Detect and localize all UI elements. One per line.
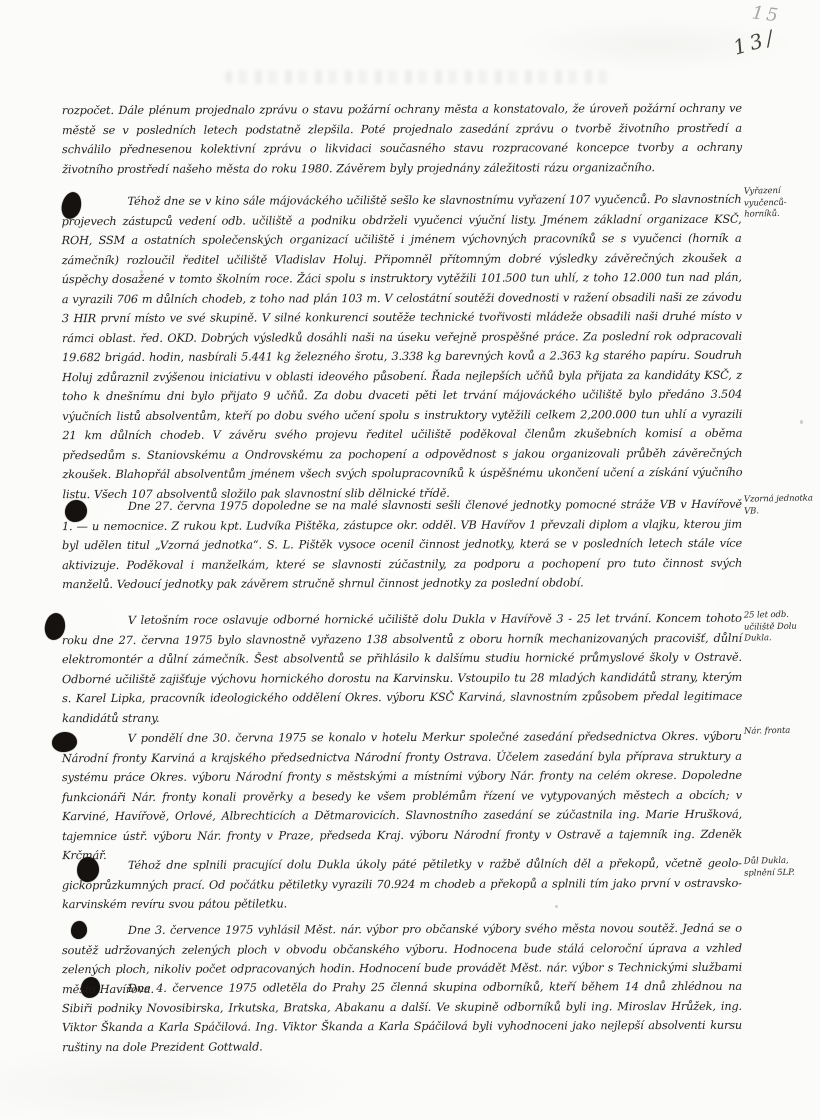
- margin-note-graduation: Vyřazení vyučenců-horníků.: [743, 185, 787, 220]
- margin-note-dukla-school: 25 let odb. učiliště Dolu Dukla.: [743, 609, 797, 644]
- page-number-ink: 13/: [730, 24, 780, 60]
- paragraph-five-year-plan-fulfilled: Téhož dne splnili pracující dolu Dukla úkoly páté pětiletky v ražbě důlních děl a překopů, včetně geologickoprůzkumných prací. Od počátku pětiletky vyrazili 70.924 m chodeb a překopů a splnili tím jako první v ostravskokarvinském revíru svou pátou pětiletku.: [61, 856, 743, 912]
- margin-note-five-year-plan: Důl Dukla, splnění 5LP.: [743, 855, 795, 879]
- paragraph-national-front-meeting: V pondělí dne 30. června 1975 se konalo v hotelu Merkur společné zasedání předsednictva Okres. výboru Národní fronty Karviná a krajského předsednictva Národní fronty Ostrava. Účelem zasedání byla příprava struktury a systému práce Okres. výboru Národní fronty s městskými a místními výbory Nár. fronty na celém okrese. Dopoledne funkcionáři Nár. fronty konali prověrky a besedy ke všem problémům řízení ve vytypovaných městech a obcích; v Karviné, Havířově, Orlové, Albrechticích a Dětmarovicích. Slavnostního zasedání se zúčastnila ing. Marie Hrušková, tajemnice ústř. výboru Nár. fronty v Praze, předseda Kraj. výboru Národní fronty v Ostravě a tajemník ing. Zdeněk Krčmář.: [61, 729, 743, 863]
- ink-bleed-through: [225, 70, 615, 84]
- paragraph-siberia-delegation: Dne 4. července 1975 odletěla do Prahy 25 členná skupina odborníků, kteří během 14 dnů zhlédnou na Sibiři podniky Novosibirska, Irkutska, Bratska, Abakanu a další. Ve skupině odborníků byli ing. Miroslav Hrůžek, ing. Viktor Škanda a Karla Spáčilová. Ing. Viktor Škanda a Karla Spáčilová byli vyhodnoceni jako nejlepší absolventi kursu ruštiny na dole Prezident Gottwald.: [61, 979, 743, 1054]
- paragraph-green-areas-contest: Dne 3. července 1975 vyhlásil Měst. nár. výbor pro občanské výbory svého města novou soutěž. Jedná se o soutěž udržovaných zelených ploch v obvodu občanského výboru. Hodnocena bude stálá celoroční úprava a vzhled zelených ploch, nikoliv počet odpracovaných hodin. Hodnocení bude provádět Měst. nár. výbor s Technickými službami města Havířova.: [61, 921, 743, 996]
- paragraph-dukla-school-anniversary: V letošním roce oslavuje odborné hornické učiliště dolu Dukla v Havířově 3 - 25 let trvání. Koncem tohoto roku dne 27. června 1975 bylo slavnostně vyřazeno 138 absolventů z oboru horník mechanizovaných pracovišť, důlní elektromontér a důlní zámečník. Šest absolventů se přihlásilo k dalšímu studiu hornické průmyslové školy v Ostravě. Odborné učiliště zajišťuje výchovu hornického dorostu na Karvinsku. Vstoupilo tu 28 mladých kandidátů strany, kterým s. Karel Lipka, pracovník ideologického oddělení Okres. výboru KSČ Karviná, slavnostním způsobem předal legitimace kandidátů strany.: [61, 611, 743, 725]
- paragraph-apprentice-graduation: Téhož dne se v kino sále májováckého učiliště sešlo ke slavnostnímu vyřazení 107 vyučenců. Po slavnostních projevech zástupců vedení odb. učiliště a podniku obdrželi vyučenci výuční listy. Jménem základní organizace KSČ, ROH, SSM a ostatních společenských organizací učiliště i jménem výchovných pracovníků se s vyučenci (horník a zámečník) rozloučil ředitel učiliště Vladislav Holuj. Připomněl přítomným dobré výsledky závěrečných zkoušek a úspěchy dosažené v tomto školním roce. Žáci spolu s instruktory vytěžili 101.500 tun uhlí, z toho 12.000 tun nad plán, a vyrazili 706 m důlních chodeb, z toho nad plán 103 m. V celostátní soutěži dovednosti v ražení obsadili naši ze závodu 3 HIR první místo ve své skupině. V silné konkurenci soutěže technické tvořivosti mládeže obsadili naši druhé místo v rámci oblast. řed. OKD. Dobrých výsledků dosáhli naši na úseku veřejně prospěšné práce. Za poslední rok odpracovali 19.682 brigád. hodin, nasbírali 5.441 kg železného šrotu, 3.338 kg barevných kovů a 2.363 kg starého papíru. Soudruh Holuj zdůraznil zvýšenou iniciativu v oblasti ideového působení. Řada nejlepších učňů byla přijata za kandidáty KSČ, z toho k dnešnímu dni bylo přijato 9 učňů. Za dobu dvaceti pěti let trvání májováckého učiliště bylo předáno 3.504 výučních listů absolventům, kteří po dobu svého učení spolu s instruktory vytěžili celkem 2,200.000 tun uhlí a vyrazili 21 km důlních chodeb. V závěru svého projevu ředitel učiliště poděkoval členům zkušebních komisí a oběma předsedům s. Staniovskému a Ondrovskému za pochopení a odpovědnost s jakou organizovali průběh závěrečných zkoušek. Blahopřál absolventům jménem všech svých spolupracovníků k úspěšnému ukončení učení a získání výučního listu. Všech 107 absolventů složilo pak slavnostní slib dělnické třídě.: [61, 192, 743, 501]
- margin-note-national-front: Nár. fronta: [743, 725, 791, 737]
- paragraph-vb-unit-award: Dne 27. června 1975 dopoledne se na malé slavnosti sešli členové jednotky pomocné stráže VB v Havířově 1. — u nemocnice. Z rukou kpt. Ludvíka Pištěka, zástupce okr. odděl. VB Havířov 1 převzali diplom a vlajku, kterou jim byl udělen titul „Vzorná jednotka“. S. L. Pištěk vysoce ocenil činnost jednotky, která se v posledních letech stále více aktivizuje. Poděkoval i manželkám, které se slavnosti zúčastnily, za podporu a pochopení pro tuto činnost svých manželů. Vedoucí jednotky pak závěrem stručně shrnul činnost jednotky za poslední období.: [61, 497, 743, 592]
- margin-note-vb-unit: Vzorná jednotka VB.: [743, 493, 813, 517]
- page-number-pencil: 15: [750, 2, 783, 27]
- scan-speck: [800, 420, 803, 424]
- paragraph-plenum-report: rozpočet. Dále plénum projednalo zprávu o stavu požární ochrany města a konstatovalo, že úroveň požární ochrany ve městě se v posledních letech podstatně zlepšila. Poté projednalo zasedání zprávu o tvorbě životního prostředí a schválilo přednesenou kolektivní zprávu o likvidaci současného stavu rozpracované koncepce tvorby a ochrany životního prostředí našeho města do roku 1980. Závěrem byly projednány záležitosti rázu organizačního.: [61, 101, 743, 176]
